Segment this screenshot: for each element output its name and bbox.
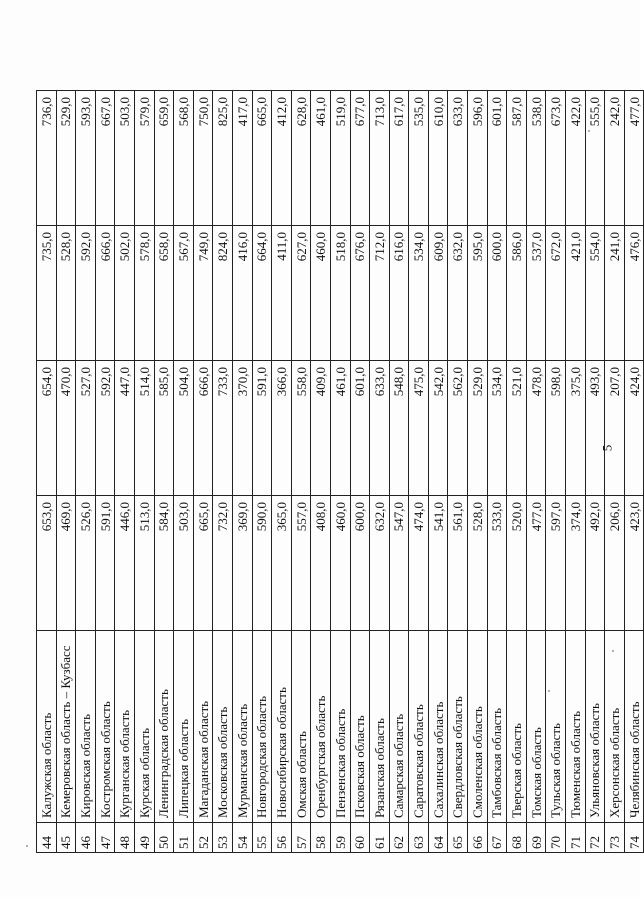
- value-cell: 447,0: [115, 361, 135, 496]
- table-row: [154, 91, 174, 853]
- scan-speck: [26, 845, 28, 847]
- value-cell: 446,0: [115, 496, 135, 631]
- value-cell: 677,0: [350, 91, 370, 226]
- regions-table: [36, 90, 644, 853]
- value-cell: 537,0: [526, 226, 546, 361]
- table-row: [350, 91, 370, 853]
- region-name: Кемеровская область – Кузбасс: [56, 631, 76, 823]
- value-cell: 241,0: [605, 226, 625, 361]
- table-row: [468, 91, 488, 853]
- value-cell: 592,0: [95, 361, 115, 496]
- table-row: [56, 91, 76, 853]
- value-cell: 538,0: [526, 91, 546, 226]
- row-number: 54: [232, 823, 252, 853]
- value-cell: 460,0: [330, 496, 350, 631]
- value-cell: 562,0: [448, 361, 468, 496]
- region-name: Омская область: [291, 631, 311, 823]
- value-cell: 749,0: [193, 226, 213, 361]
- row-number: 50: [154, 823, 174, 853]
- value-cell: 593,0: [76, 91, 96, 226]
- value-cell: 503,0: [174, 496, 194, 631]
- value-cell: 206,0: [605, 496, 625, 631]
- table-row: [487, 91, 507, 853]
- value-cell: 616,0: [389, 226, 409, 361]
- region-name: Ульяновская область: [585, 631, 605, 823]
- row-number: 68: [507, 823, 527, 853]
- page-number: 5: [599, 444, 615, 452]
- scan-speck: [612, 650, 614, 652]
- region-name: Свердловская область: [448, 631, 468, 823]
- table-row: [507, 91, 527, 853]
- value-cell: 600,0: [350, 496, 370, 631]
- region-name: Липецкая область: [174, 631, 194, 823]
- region-name: Тверская область: [507, 631, 527, 823]
- value-cell: 534,0: [409, 226, 429, 361]
- region-name: Новосибирская область: [272, 631, 292, 823]
- rotated-table-container: [36, 91, 642, 853]
- value-cell: 824,0: [213, 226, 233, 361]
- value-cell: 597,0: [546, 496, 566, 631]
- value-cell: 732,0: [213, 496, 233, 631]
- row-number: 67: [487, 823, 507, 853]
- region-name: Кировская область: [76, 631, 96, 823]
- value-cell: 417,0: [232, 91, 252, 226]
- value-cell: 529,0: [468, 361, 488, 496]
- value-cell: 578,0: [134, 226, 154, 361]
- region-name: Новгородская область: [252, 631, 272, 823]
- row-number: 48: [115, 823, 135, 853]
- value-cell: 528,0: [56, 226, 76, 361]
- value-cell: 561,0: [448, 496, 468, 631]
- row-number: 66: [468, 823, 488, 853]
- row-number: 73: [605, 823, 625, 853]
- value-cell: 548,0: [389, 361, 409, 496]
- region-name: Самарская область: [389, 631, 409, 823]
- table-row: [291, 91, 311, 853]
- table-body: [37, 91, 644, 853]
- value-cell: 504,0: [174, 361, 194, 496]
- table-row: [76, 91, 96, 853]
- value-cell: 633,0: [370, 361, 390, 496]
- value-cell: 207,0: [605, 361, 625, 496]
- value-cell: 633,0: [448, 91, 468, 226]
- value-cell: 590,0: [252, 496, 272, 631]
- value-cell: 598,0: [546, 361, 566, 496]
- row-number: 64: [428, 823, 448, 853]
- region-name: Курганская область: [115, 631, 135, 823]
- value-cell: 733,0: [213, 361, 233, 496]
- table-row: [409, 91, 429, 853]
- value-cell: 676,0: [350, 226, 370, 361]
- row-number: 44: [37, 823, 57, 853]
- value-cell: 658,0: [154, 226, 174, 361]
- table-row: [605, 91, 625, 853]
- value-cell: 673,0: [546, 91, 566, 226]
- row-number: 47: [95, 823, 115, 853]
- value-cell: 585,0: [154, 361, 174, 496]
- table-row: [428, 91, 448, 853]
- value-cell: 596,0: [468, 91, 488, 226]
- region-name: Мурманская область: [232, 631, 252, 823]
- row-number: 74: [624, 823, 644, 853]
- table-row: [624, 91, 644, 853]
- value-cell: 503,0: [115, 91, 135, 226]
- value-cell: 654,0: [37, 361, 57, 496]
- region-name: Саратовская область: [409, 631, 429, 823]
- table-row: [37, 91, 57, 853]
- scan-speck: [588, 130, 590, 132]
- value-cell: 750,0: [193, 91, 213, 226]
- value-cell: 518,0: [330, 226, 350, 361]
- row-number: 49: [134, 823, 154, 853]
- value-cell: 476,0: [624, 226, 644, 361]
- value-cell: 409,0: [311, 361, 331, 496]
- value-cell: 579,0: [134, 91, 154, 226]
- table-row: [115, 91, 135, 853]
- value-cell: 502,0: [115, 226, 135, 361]
- value-cell: 735,0: [37, 226, 57, 361]
- value-cell: 667,0: [95, 91, 115, 226]
- value-cell: 369,0: [232, 496, 252, 631]
- value-cell: 591,0: [252, 361, 272, 496]
- value-cell: 535,0: [409, 91, 429, 226]
- value-cell: 713,0: [370, 91, 390, 226]
- value-cell: 520,0: [507, 496, 527, 631]
- table-row: [526, 91, 546, 853]
- value-cell: 592,0: [76, 226, 96, 361]
- value-cell: 568,0: [174, 91, 194, 226]
- table-row: [174, 91, 194, 853]
- value-cell: 547,0: [389, 496, 409, 631]
- value-cell: 366,0: [272, 361, 292, 496]
- row-number: 55: [252, 823, 272, 853]
- value-cell: 609,0: [428, 226, 448, 361]
- table-row: [272, 91, 292, 853]
- row-number: 60: [350, 823, 370, 853]
- value-cell: 584,0: [154, 496, 174, 631]
- table-row: [252, 91, 272, 853]
- table-row: [232, 91, 252, 853]
- value-cell: 627,0: [291, 226, 311, 361]
- region-name: Херсонская область: [605, 631, 625, 823]
- region-name: Тюменская область: [566, 631, 586, 823]
- region-name: Московская область: [213, 631, 233, 823]
- region-name: Магаданская область: [193, 631, 213, 823]
- value-cell: 601,0: [487, 91, 507, 226]
- region-name: Курская область: [134, 631, 154, 823]
- value-cell: 736,0: [37, 91, 57, 226]
- row-number: 59: [330, 823, 350, 853]
- value-cell: 416,0: [232, 226, 252, 361]
- value-cell: 825,0: [213, 91, 233, 226]
- value-cell: 521,0: [507, 361, 527, 496]
- value-cell: 526,0: [76, 496, 96, 631]
- table-row: [213, 91, 233, 853]
- value-cell: 469,0: [56, 496, 76, 631]
- row-number: 70: [546, 823, 566, 853]
- row-number: 45: [56, 823, 76, 853]
- value-cell: 411,0: [272, 226, 292, 361]
- table-row: [95, 91, 115, 853]
- value-cell: 365,0: [272, 496, 292, 631]
- value-cell: 665,0: [193, 496, 213, 631]
- value-cell: 461,0: [311, 91, 331, 226]
- value-cell: 470,0: [56, 361, 76, 496]
- table-row: [311, 91, 331, 853]
- region-name: Смоленская область: [468, 631, 488, 823]
- table-row: [389, 91, 409, 853]
- value-cell: 242,0: [605, 91, 625, 226]
- value-cell: 558,0: [291, 361, 311, 496]
- row-number: 46: [76, 823, 96, 853]
- value-cell: 527,0: [76, 361, 96, 496]
- value-cell: 529,0: [56, 91, 76, 226]
- table-row: [585, 91, 605, 853]
- value-cell: 375,0: [566, 361, 586, 496]
- value-cell: 555,0: [585, 91, 605, 226]
- value-cell: 460,0: [311, 226, 331, 361]
- value-cell: 632,0: [370, 496, 390, 631]
- value-cell: 600,0: [487, 226, 507, 361]
- value-cell: 557,0: [291, 496, 311, 631]
- region-name: Тамбовская область: [487, 631, 507, 823]
- table-row: [134, 91, 154, 853]
- row-number: 72: [585, 823, 605, 853]
- value-cell: 591,0: [95, 496, 115, 631]
- row-number: 71: [566, 823, 586, 853]
- value-cell: 412,0: [272, 91, 292, 226]
- row-number: 63: [409, 823, 429, 853]
- table-row: [370, 91, 390, 853]
- value-cell: 424,0: [624, 361, 644, 496]
- region-name: Костромская область: [95, 631, 115, 823]
- value-cell: 610,0: [428, 91, 448, 226]
- region-name: Пензенская область: [330, 631, 350, 823]
- table-row: [330, 91, 350, 853]
- value-cell: 408,0: [311, 496, 331, 631]
- region-name: Калужская область: [37, 631, 57, 823]
- value-cell: 474,0: [409, 496, 429, 631]
- table-row: [566, 91, 586, 853]
- value-cell: 519,0: [330, 91, 350, 226]
- row-number: 58: [311, 823, 331, 853]
- region-name: Сахалинская область: [428, 631, 448, 823]
- value-cell: 477,0: [526, 496, 546, 631]
- row-number: 53: [213, 823, 233, 853]
- value-cell: 461,0: [330, 361, 350, 496]
- value-cell: 421,0: [566, 226, 586, 361]
- region-name: Оренбургская область: [311, 631, 331, 823]
- value-cell: 587,0: [507, 91, 527, 226]
- row-number: 65: [448, 823, 468, 853]
- row-number: 56: [272, 823, 292, 853]
- value-cell: 659,0: [154, 91, 174, 226]
- region-name: Ленинградская область: [154, 631, 174, 823]
- value-cell: 477,0: [624, 91, 644, 226]
- value-cell: 666,0: [193, 361, 213, 496]
- value-cell: 567,0: [174, 226, 194, 361]
- value-cell: 672,0: [546, 226, 566, 361]
- row-number: 62: [389, 823, 409, 853]
- value-cell: 533,0: [487, 496, 507, 631]
- value-cell: 586,0: [507, 226, 527, 361]
- row-number: 69: [526, 823, 546, 853]
- value-cell: 542,0: [428, 361, 448, 496]
- value-cell: 534,0: [487, 361, 507, 496]
- region-name: Челябинская область: [624, 631, 644, 823]
- value-cell: 513,0: [134, 496, 154, 631]
- value-cell: 475,0: [409, 361, 429, 496]
- value-cell: 492,0: [585, 496, 605, 631]
- table-row: [448, 91, 468, 853]
- value-cell: 541,0: [428, 496, 448, 631]
- value-cell: 632,0: [448, 226, 468, 361]
- value-cell: 666,0: [95, 226, 115, 361]
- value-cell: 528,0: [468, 496, 488, 631]
- value-cell: 665,0: [252, 91, 272, 226]
- row-number: 61: [370, 823, 390, 853]
- value-cell: 374,0: [566, 496, 586, 631]
- table-row: [193, 91, 213, 853]
- value-cell: 653,0: [37, 496, 57, 631]
- value-cell: 664,0: [252, 226, 272, 361]
- value-cell: 595,0: [468, 226, 488, 361]
- value-cell: 554,0: [585, 226, 605, 361]
- region-name: Тульская область: [546, 631, 566, 823]
- value-cell: 370,0: [232, 361, 252, 496]
- scan-speck: [548, 690, 550, 692]
- region-name: Томская область: [526, 631, 546, 823]
- region-name: Псковская область: [350, 631, 370, 823]
- value-cell: 628,0: [291, 91, 311, 226]
- value-cell: 601,0: [350, 361, 370, 496]
- value-cell: 617,0: [389, 91, 409, 226]
- value-cell: 712,0: [370, 226, 390, 361]
- value-cell: 514,0: [134, 361, 154, 496]
- value-cell: 423,0: [624, 496, 644, 631]
- value-cell: 478,0: [526, 361, 546, 496]
- row-number: 52: [193, 823, 213, 853]
- value-cell: 422,0: [566, 91, 586, 226]
- row-number: 51: [174, 823, 194, 853]
- region-name: Рязанская область: [370, 631, 390, 823]
- table-row: [546, 91, 566, 853]
- value-cell: 493,0: [585, 361, 605, 496]
- row-number: 57: [291, 823, 311, 853]
